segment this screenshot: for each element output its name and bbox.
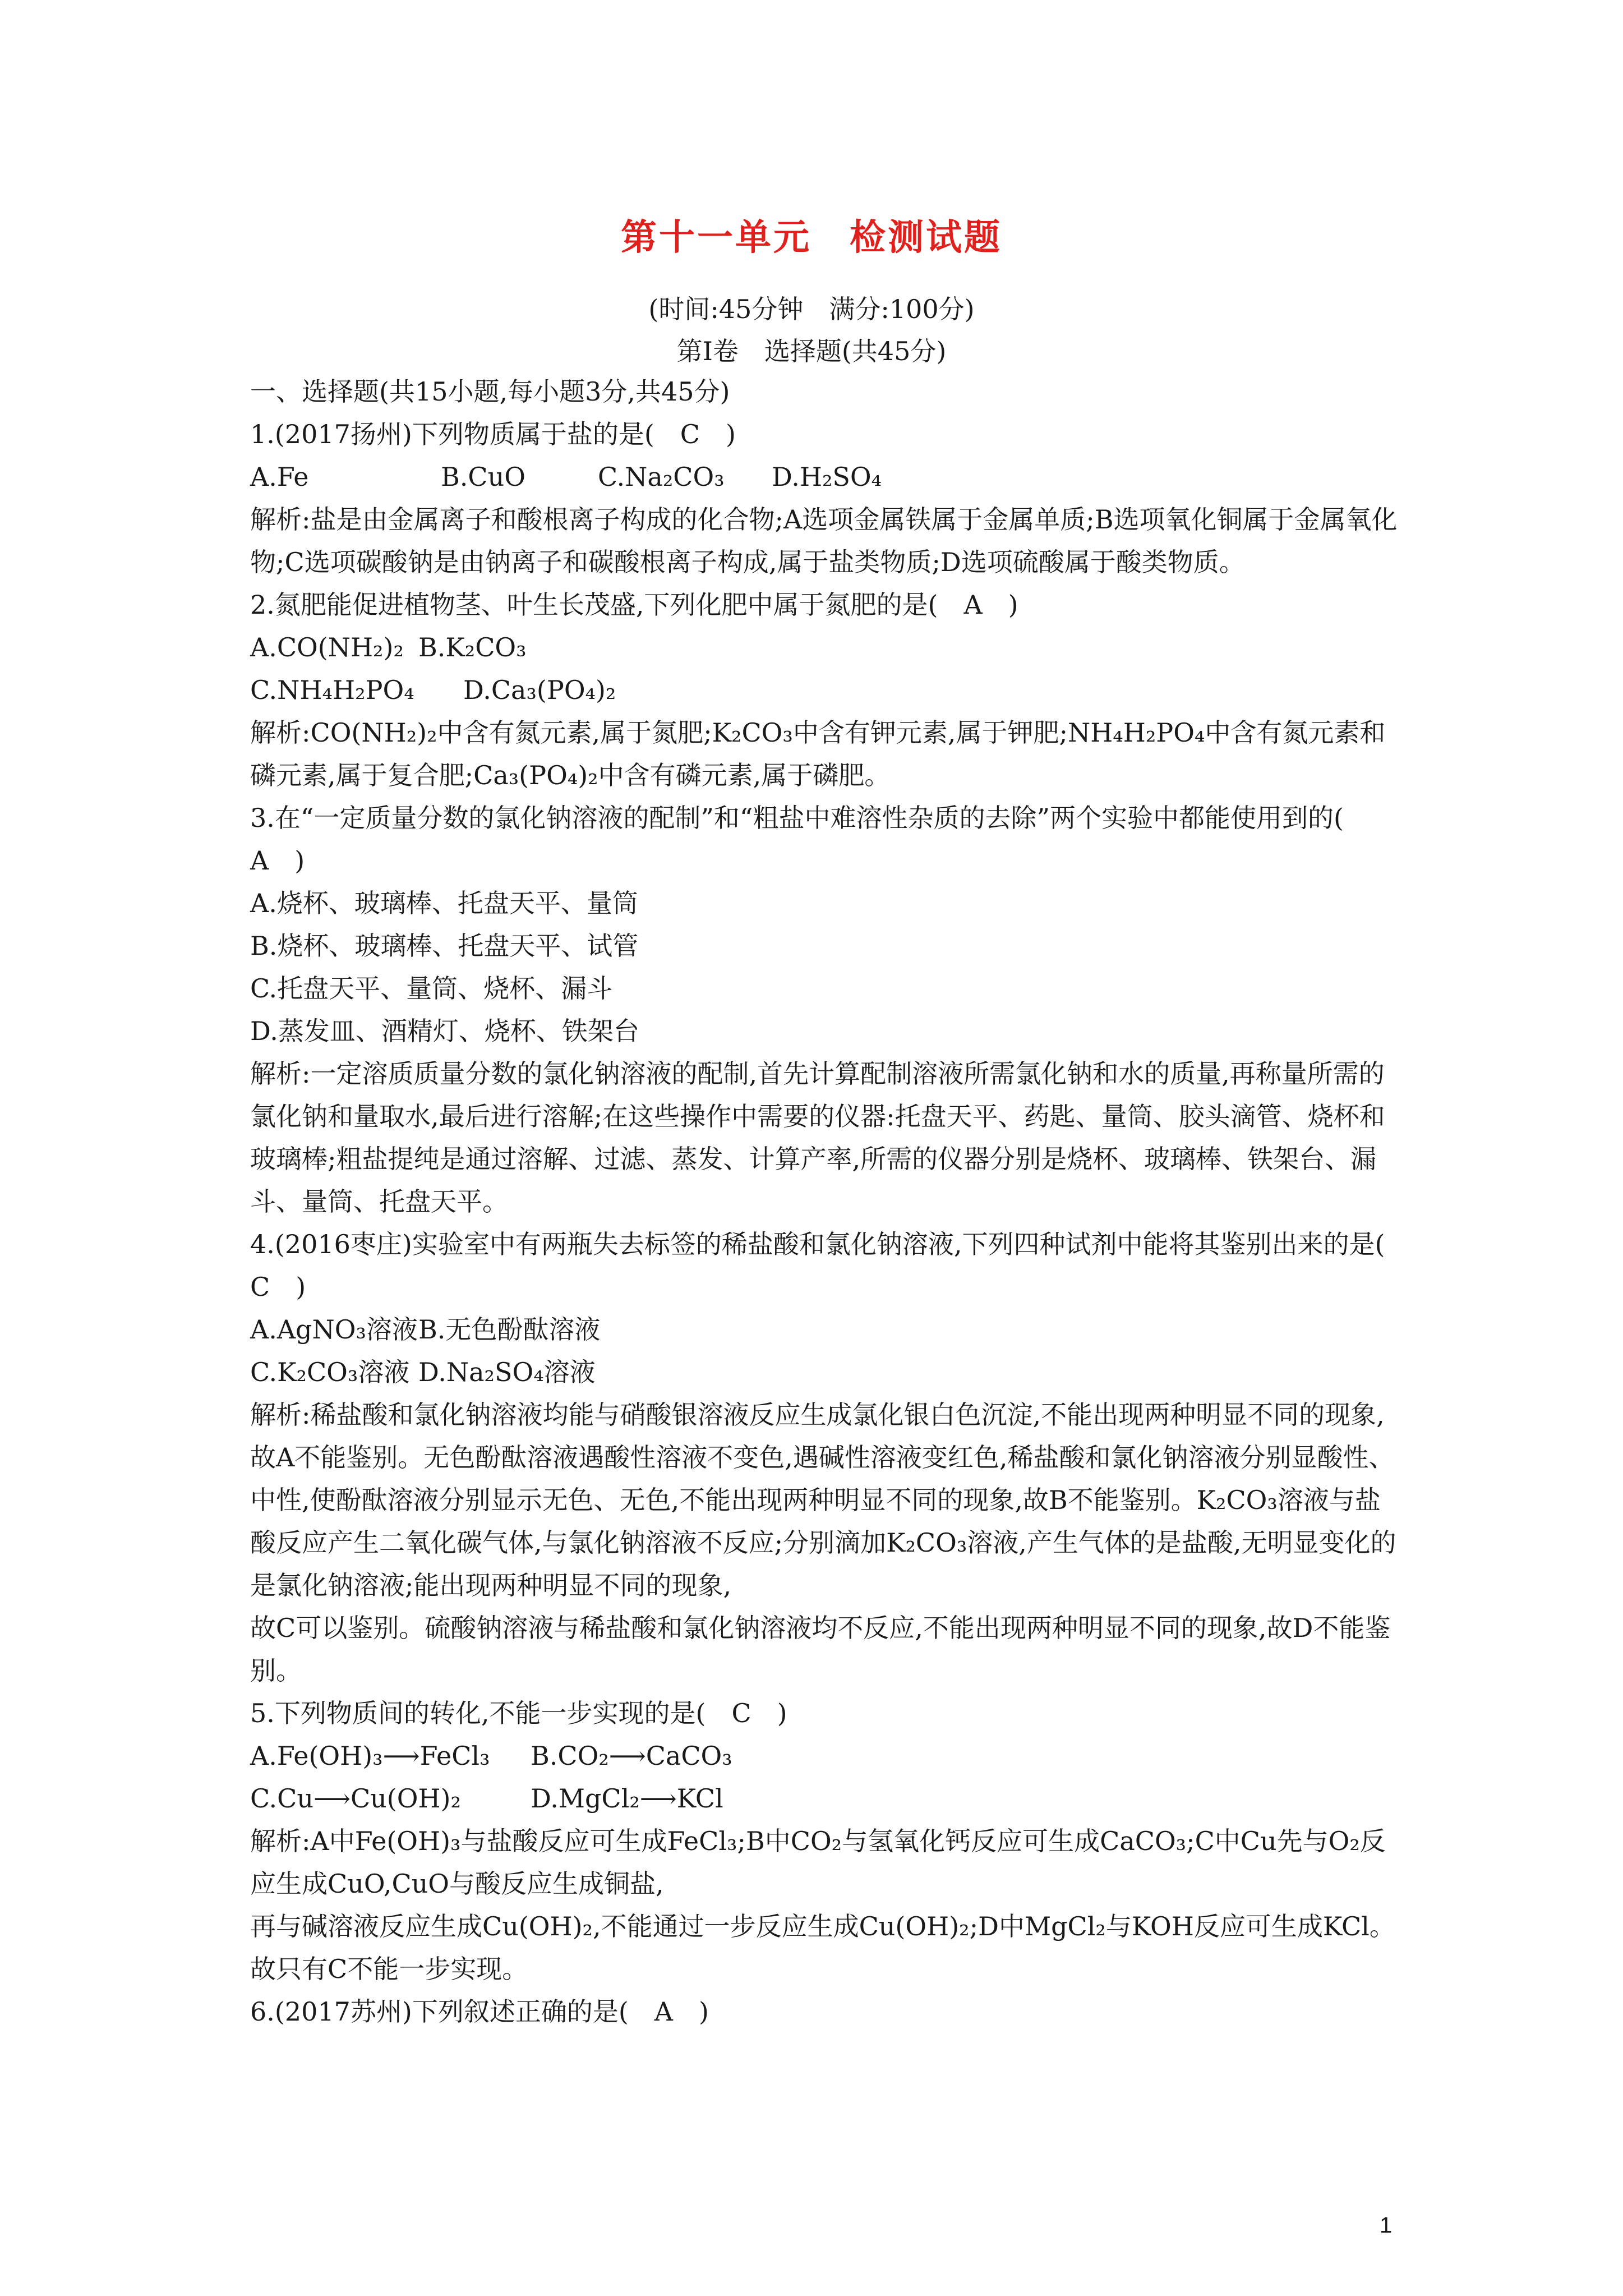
- volume-heading: 第Ⅰ卷 选择题(共45分): [676, 336, 947, 366]
- option-c: C.Na₂CO₃: [598, 462, 725, 492]
- question-5-stem: 5.下列物质间的转化,不能一步实现的是( C ): [250, 1698, 787, 1728]
- question-4-analysis-continued: 故C可以鉴别。硫酸钠溶液与稀盐酸和氯化钠溶液均不反应,不能出现两种明显不同的现象,故D不能鉴别。: [250, 1613, 1391, 1686]
- question-1-options: [250, 455, 1405, 498]
- option-b: B.CO₂⟶CaCO₃: [531, 1741, 732, 1771]
- question-2-options-row-1: [250, 626, 1405, 669]
- question-5-analysis-continued: 再与碱溶液反应生成Cu(OH)₂,不能通过一步反应生成Cu(OH)₂;D中MgCl₂与KOH反应可生成KCl。故只有C不能一步实现。: [250, 1911, 1395, 1984]
- question-5-options-row-1: [250, 1734, 1405, 1777]
- question-5-analysis: 解析:A中Fe(OH)₃与盐酸反应可生成FeCl₃;B中CO₂与氢氧化钙反应可生成CaCO₃;C中Cu先与O₂反应生成CuO,CuO与酸反应生成铜盐,: [250, 1826, 1386, 1899]
- question-4-options-row-1: [250, 1308, 1405, 1351]
- question-5-options-row-2: [250, 1777, 1405, 1820]
- option-d: D.Ca₃(PO₄)₂: [463, 675, 616, 705]
- question-4-analysis: 解析:稀盐酸和氯化钠溶液均能与硝酸银溶液反应生成氯化银白色沉淀,不能出现两种明显不同的现象,故A不能鉴别。无色酚酞溶液遇酸性溶液不变色,遇碱性溶液变红色,稀盐酸和氯化钠溶液分别显酸性、中性,使酚酞溶液分别显示无色、无色,不能出现两种明显不同的现象,故B不能鉴别。K₂CO₃溶液与盐酸反应产生二氧化碳气体,与氯化钠溶液不反应;分别滴加K₂CO₃溶液,产生气体的是盐酸,无明显变化的是氯化钠溶液;能出现两种明显不同的现象,: [250, 1400, 1396, 1600]
- option-a: A.Fe: [250, 462, 309, 492]
- question-3-analysis: 解析:一定溶质质量分数的氯化钠溶液的配制,首先计算配制溶液所需氯化钠和水的质量,再称量所需的氯化钠和量取水,最后进行溶解;在这些操作中需要的仪器:托盘天平、药匙、量筒、胶头滴管、烧杯和玻璃棒;粗盐提纯是通过溶解、过滤、蒸发、计算产率,所需的仪器分别是烧杯、玻璃棒、铁架台、漏斗、量筒、托盘天平。: [250, 1059, 1385, 1217]
- option-d: D.蒸发皿、酒精灯、烧杯、铁架台: [250, 1016, 639, 1046]
- question-4-stem: 4.(2016枣庄)实验室中有两瓶失去标签的稀盐酸和氯化钠溶液,下列四种试剂中能将其鉴别出来的是( C ): [250, 1229, 1411, 1302]
- question-6-stem: 6.(2017苏州)下列叙述正确的是( A ): [250, 1996, 709, 2027]
- page-title: 第十一单元 检测试题: [621, 217, 1002, 259]
- option-c: C.NH₄H₂PO₄: [250, 675, 414, 705]
- page-number: 1: [1380, 2213, 1393, 2238]
- question-1-stem: 1.(2017扬州)下列物质属于盐的是( C ): [250, 419, 736, 449]
- question-content: [250, 370, 1411, 2033]
- question-3-stem: 3.在“一定质量分数的氯化钠溶液的配制”和“粗盐中难溶性杂质的去除”两个实验中都能使用到的( A ): [250, 803, 1370, 876]
- option-d: D.Na₂SO₄溶液: [418, 1357, 596, 1387]
- exam-meta: (时间:45分钟 满分:100分): [648, 294, 975, 324]
- option-c: C.托盘天平、量筒、烧杯、漏斗: [250, 973, 613, 1004]
- option-a: A.烧杯、玻璃棒、托盘天平、量筒: [250, 888, 638, 918]
- question-1-analysis: 解析:盐是由金属离子和酸根离子构成的化合物;A选项金属铁属于金属单质;B选项氧化铜属于金属氧化物;C选项碳酸钠是由钠离子和碳酸根离子构成,属于盐类物质;D选项硫酸属于酸类物质。: [250, 504, 1398, 577]
- option-d: D.H₂SO₄: [772, 462, 882, 492]
- question-2-stem: 2.氮肥能促进植物茎、叶生长茂盛,下列化肥中属于氮肥的是( A ): [250, 590, 1018, 620]
- option-c: C.K₂CO₃溶液: [250, 1357, 410, 1387]
- option-b: B.无色酚酞溶液: [418, 1314, 601, 1345]
- question-2-analysis: 解析:CO(NH₂)₂中含有氮元素,属于氮肥;K₂CO₃中含有钾元素,属于钾肥;NH₄H₂PO₄中含有氮元素和磷元素,属于复合肥;Ca₃(PO₄)₂中含有磷元素,属于磷肥。: [250, 717, 1386, 790]
- option-d: D.MgCl₂⟶KCl: [531, 1783, 723, 1814]
- option-c: C.Cu⟶Cu(OH)₂: [250, 1783, 461, 1814]
- option-b: B.CuO: [441, 462, 525, 492]
- question-2-options-row-2: [250, 669, 1405, 711]
- option-a: A.AgNO₃溶液: [250, 1314, 418, 1345]
- option-b: B.K₂CO₃: [418, 632, 527, 662]
- option-b: B.烧杯、玻璃棒、托盘天平、试管: [250, 931, 639, 961]
- question-4-options-row-2: [250, 1351, 1405, 1393]
- option-a: A.CO(NH₂)₂: [250, 632, 404, 662]
- section-heading: 一、选择题(共15小题,每小题3分,共45分): [250, 376, 730, 407]
- option-a: A.Fe(OH)₃⟶FeCl₃: [250, 1741, 490, 1771]
